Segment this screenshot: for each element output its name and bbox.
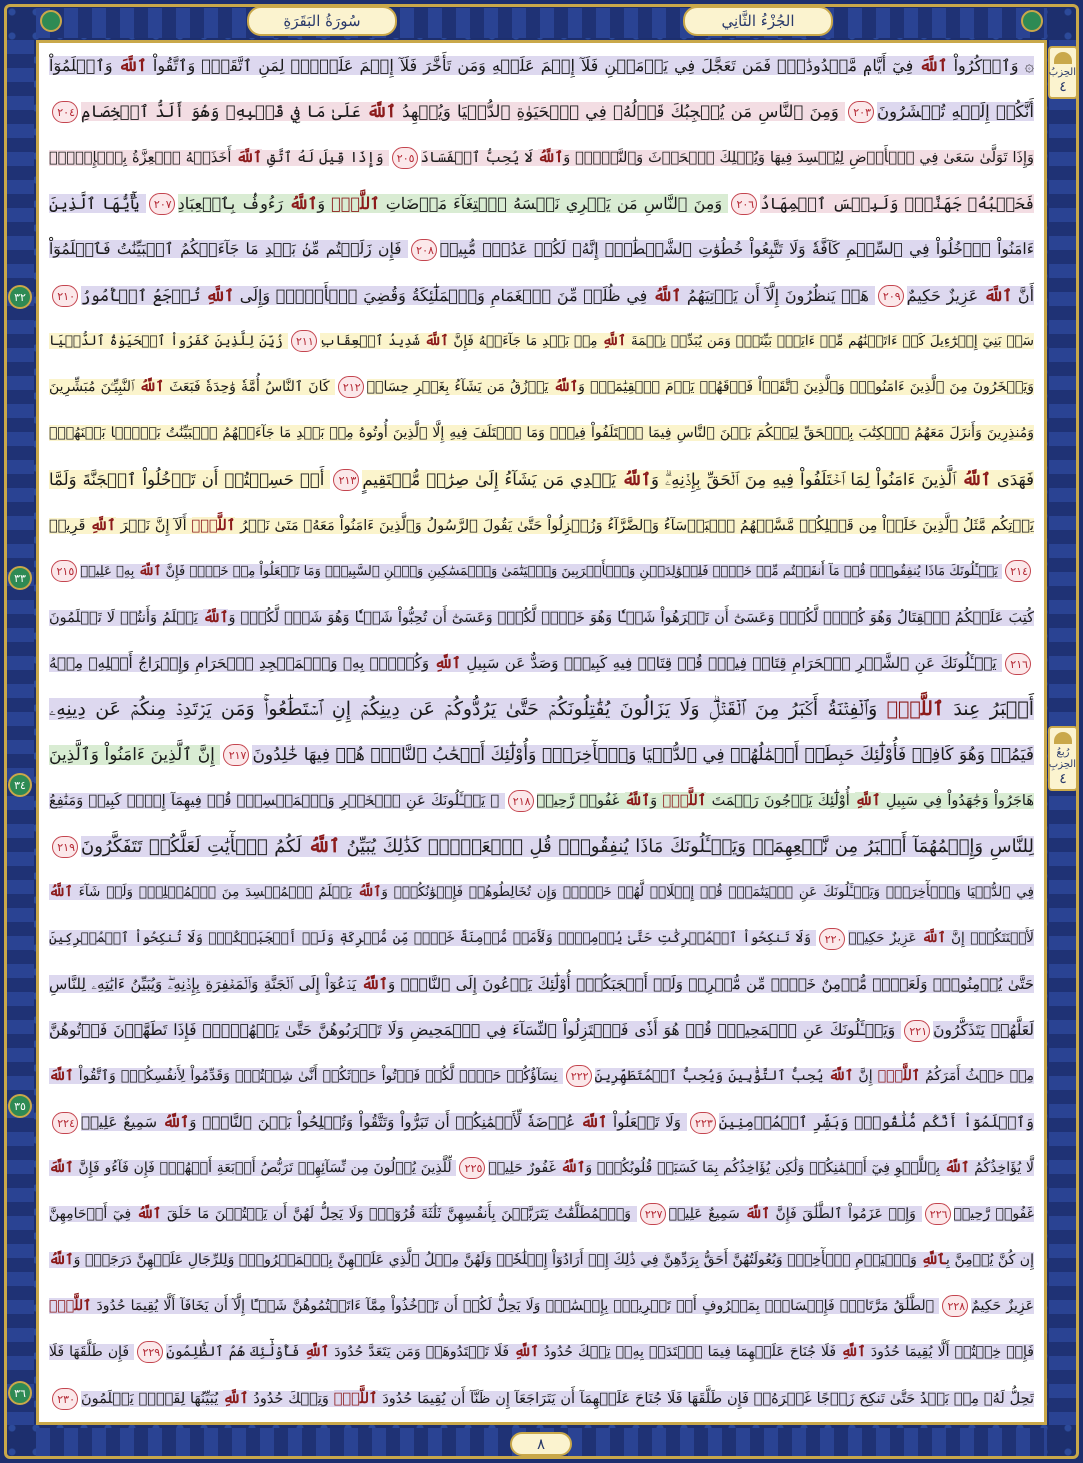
- text-line: [39, 595, 1044, 641]
- dome-icon: [1054, 52, 1072, 64]
- page-number: ٨: [510, 1432, 572, 1456]
- verse-text: كُتِبَ عَلَيۡكُمُ ٱلۡقِتَالُ وَهُوَ كُرۡهٞ لَّكُمۡۖ وَعَسَىٰٓ أَن تَكۡرَهُواْ شَيۡـٔٗا وَهُوَ خَيۡرٞ لَّكُمۡۖ وَعَسَىٰٓ أَن تُحِبُّواْ شَيۡـٔٗا وَهُوَ شَرّٞ لَّكُمۡۚ وَ: [228, 609, 1035, 626]
- verse-text: لَأَعۡنَتَكُمۡۚ إِنَّ: [945, 930, 1035, 947]
- quarter-hizb-label: رُبعُ الحِزبِ: [1048, 747, 1076, 770]
- verse-text: يَأۡتِكُم مَّثَلُ ٱلَّذِينَ خَلَوۡاْ مِن قَبۡلِكُمۖ مَّسَّتۡهُمُ ٱلۡبَأۡسَآءُ وَٱلضَّرَّآءُ وَزُلۡزِلُواْ حَتَّىٰ يَقُولَ ٱلرَّسُولُ وَٱلَّذِينَ ءَامَنُواْ مَعَهُۥ مَتَىٰ نَصۡرُ: [235, 517, 1034, 534]
- divine-name: ٱللَّهُ: [553, 378, 579, 395]
- text-line: [39, 43, 1044, 89]
- text-line: [39, 1054, 1044, 1100]
- margin-line-number: ٣٥: [8, 1094, 32, 1118]
- verse-text: فَلَا جُنَاحَ عَلَيۡهِمَا فِيمَا ٱفۡتَدَتۡ بِهِۦۗ تِلۡكَ حُدُودُ: [538, 1344, 842, 1361]
- divine-name: ٱللَّهُ: [49, 1252, 74, 1269]
- ayah-number-marker: ٢١١: [291, 330, 317, 352]
- verse-text: أَكۡبَرُ عِندَ: [944, 697, 1034, 720]
- text-line: [39, 687, 1044, 733]
- divine-name: ٱللَّهَ: [118, 56, 147, 75]
- verse-text: مِنۡ حَيۡثُ أَمَرَكُمُ: [920, 1068, 1035, 1085]
- verse-text: وَمِنَ ٱلنَّاسِ مَن يُعۡجِبُكَ قَوۡلُهُۥ فِي ٱلۡحَيَوٰةِ ٱلدُّنۡيَا وَيُشۡهِدُ: [396, 101, 845, 121]
- ayah-number-marker: ٢٢٠: [819, 928, 845, 950]
- verse-text: يَعۡلَمُ وَأَنتُمۡ لَا تَعۡلَمُونَ: [49, 609, 203, 626]
- text-line: [39, 778, 1044, 824]
- verse-text: فَيَمُتۡ وَهُوَ كَافِرٞ فَأُوْلَٰٓئِكَ حَبِطَتۡ أَعۡمَٰلُهُمۡ فِي ٱلدُّنۡيَا وَٱلۡأٓخِرَةِۖ وَأُوْلَٰٓئِكَ أَصۡحَٰبُ ٱلنَّارِۖ هُمۡ فِيهَا خَٰلِدُونَ: [252, 744, 1034, 765]
- verse-text: فِي ٱلدُّنۡيَا وَٱلۡأٓخِرَةِۗ وَيَسۡـَٔلُونَكَ عَنِ ٱلۡيَتَٰمَىٰۖ قُلۡ إِصۡلَاحٞ لَّهُمۡ خَيۡرٞۖ وَإِن تُخَالِطُوهُمۡ فَإِخۡوَٰنُكُمۡۚ وَ: [381, 884, 1034, 901]
- verse-text: وَلَا تَجۡعَلُواْ: [607, 1113, 687, 1132]
- quarter-hizb-marker: [1048, 726, 1078, 791]
- divine-name: ٱللَّهَ: [922, 930, 946, 947]
- verse-text: وَلَا تَنكِحُواْ ٱلۡمُشۡرِكَٰتِ حَتَّىٰ يُؤۡمِنَّۚ وَلَأَمَةٞ مُّؤۡمِنَةٌ خَيۡرٞ مِّن مُّشۡرِكَةٖ وَلَوۡ أَعۡجَبَتۡكُمۡۗ وَلَا تُنكِحُواْ ٱلۡمُشۡرِكِينَ: [49, 930, 817, 947]
- verse-text: ۞ وَٱذۡكُرُواْ: [947, 56, 1035, 75]
- ayah-number-marker: ٢٢٨: [942, 1295, 968, 1317]
- divine-name: ٱللَّهُ: [944, 1160, 970, 1177]
- ayah-number-marker: ٢٠٦: [731, 193, 757, 215]
- divine-name: ٱللَّهُ: [139, 378, 165, 395]
- ayah-number-marker: ٢٠٤: [52, 101, 78, 123]
- verse-text: سَمِيعٌ عَلِيمٞ: [668, 1206, 746, 1223]
- verse-text: وَمُنذِرِينَ وَأَنزَلَ مَعَهُمُ ٱلۡكِتَٰبَ بِٱلۡحَقِّ لِيَحۡكُمَ بَيۡنَ ٱلنَّاسِ فِيمَا ٱخۡتَلَفُواْ فِيهِۚ وَمَا ٱخۡتَلَفَ فِيهِ إِلَّا ٱلَّذِينَ أُوتُوهُ مِنۢ بَعۡدِ مَا جَآءَتۡهُمُ ٱلۡبَيِّنَٰتُ بَغۡيَۢا بَيۡنَهُمۡۖ: [49, 424, 1034, 441]
- verse-text: وَكُفۡرُۢ بِهِۦ وَٱلۡمَسۡجِدِ ٱلۡحَرَامِ وَإِخۡرَاجُ أَهۡلِهِۦ مِنۡهُ: [49, 653, 435, 672]
- verse-text: وَإِذَا قِيلَ لَهُ ٱتَّقِ: [261, 149, 389, 166]
- text-line: [39, 181, 1044, 227]
- ayah-number-marker: ٢٢٧: [640, 1203, 666, 1225]
- verse-text: وَتِلۡكَ حُدُودُ: [248, 1391, 334, 1408]
- verse-text: غَفُورٞ رَّحِيمٞ: [953, 1206, 1034, 1223]
- verse-text: سَلۡ بَنِيٓ إِسۡرَٰٓءِيلَ كَمۡ ءَاتَيۡنَٰهُم مِّنۡ ءَايَةِۭ بَيِّنَةٖۗ وَمَن يُبَدِّلۡ نِعۡمَةَ: [626, 332, 1034, 349]
- ayah-number-marker: ٢١٥: [51, 560, 77, 582]
- ayah-number-marker: ٢٢١: [904, 1020, 930, 1042]
- verse-text: أَمۡ حَسِبۡتُمۡ أَن تَدۡخُلُواْ ٱلۡجَنَّةَ وَلَمَّا: [49, 469, 331, 489]
- verse-text: لَكُمُ ٱلۡأٓيَٰتِ لَعَلَّكُمۡ تَتَفَكَّرُونَ: [81, 836, 309, 858]
- ayah-number-marker: ٢٠٣: [848, 101, 874, 123]
- verse-text: عَلَىٰ مَا فِي قَلۡبِهِۦ وَهُوَ أَلَدُّ ٱلۡخِصَامِ: [81, 101, 367, 121]
- margin-line-number: ٣٢: [8, 285, 32, 309]
- divine-name: ٱللَّهُ: [49, 884, 73, 901]
- verse-text: عَزِيزٌ حَكِيمٌ: [971, 1298, 1034, 1315]
- divine-name: ٱللَّهِ: [855, 792, 881, 810]
- divine-name: ٱللَّهُ: [560, 1160, 586, 1177]
- verse-text: لَّا يُؤَاخِذُكُمُ: [969, 1160, 1035, 1177]
- verse-text: يُبَيِّنُهَا لِقَوۡمٖ يَعۡلَمُونَ: [81, 1391, 224, 1408]
- divine-name: ٱللَّهُ: [653, 285, 682, 305]
- hizb-number: ٤: [1059, 79, 1067, 95]
- ayah-number-marker: ٢١٣: [333, 469, 359, 491]
- text-line: [39, 1008, 1044, 1054]
- ayah-number-marker: ٢٢٣: [690, 1112, 716, 1134]
- verse-text: لِّلَّذِينَ يُؤۡلُونَ مِن نِّسَآئِهِمۡ تَرَبُّصُ أَرۡبَعَةِ أَشۡهُرٖۖ فَإِن فَآءُو فَإِنَّ: [73, 1160, 457, 1177]
- divine-name: ٱللَّهِۚ: [331, 193, 380, 213]
- divine-name: ٱللَّهِ: [223, 1390, 249, 1408]
- text-line: [39, 1146, 1044, 1192]
- divine-name: ٱللَّهَ: [138, 563, 162, 579]
- verse-text: وَٱعۡلَمُوٓاْ أَنَّكُم مُّلَٰقُوهُۗ وَبَشِّرِ ٱلۡمُؤۡمِنِينَ: [718, 1113, 1034, 1132]
- text-line: [39, 273, 1044, 319]
- text-line: [39, 227, 1044, 273]
- divine-name: ٱللَّهِ: [602, 332, 627, 349]
- divine-name: ٱللَّهَ: [828, 1068, 854, 1085]
- divine-name: ٱللَّهَ: [49, 1160, 74, 1177]
- text-line: [39, 733, 1044, 779]
- verse-text: زُيِّنَ لِلَّذِينَ كَفَرُواْ ٱلۡحَيَوٰةُ ٱلدُّنۡيَا: [49, 332, 288, 349]
- text-line: [39, 549, 1044, 595]
- divine-name: ٱللَّهُ: [961, 469, 991, 489]
- verse-text: وَٱلۡمُطَلَّقَٰتُ يَتَرَبَّصۡنَ بِأَنفُسِهِنَّ ثَلَٰثَةَ قُرُوٓءٖۚ وَلَا يَحِلُّ لَهُنَّ أَن يَكۡتُمۡنَ مَا خَلَقَ: [161, 1206, 637, 1223]
- verse-text: قَرِيبٞ: [49, 517, 91, 534]
- text-line: [39, 641, 1044, 687]
- verse-text: فِيٓ أَيَّامٖ مَّعۡدُودَٰتٖۚ فَمَن تَعَجَّلَ فِي يَوۡمَيۡنِ فَلَآ إِثۡمَ عَلَيۡهِ وَمَن تَأَخَّرَ فَلَآ إِثۡمَ عَلَيۡهِۖ لِمَنِ ٱتَّقَىٰۗ وَٱتَّقُواْ: [146, 56, 920, 75]
- divine-name: ٱللَّهِۚ: [886, 697, 945, 720]
- verse-text: ءَامَنُواْ ٱدۡخُلُواْ فِي ٱلسِّلۡمِ كَآفَّةٗ وَلَا تَتَّبِعُواْ خُطُوَٰتِ ٱلشَّيۡطَٰنِۚ إِنَّهُۥ لَكُمۡ عَدُوّٞ مُّبِينٞ: [439, 239, 1034, 258]
- verse-text: وَٱلۡيَوۡمِ ٱلۡأٓخِرِۚ وَبُعُولَتُهُنَّ أَحَقُّ بِرَدِّهِنَّ فِي ذَٰلِكَ إِنۡ أَرَادُوٓاْ إِصۡلَٰحٗاۚ وَلَهُنَّ مِثۡلُ ٱلَّذِي عَلَيۡهِنَّ بِٱلۡمَعۡرُوفِۚ وَلِلرِّجَالِ عَلَيۡهِنَّ دَرَجَةٞۗ وَ: [73, 1252, 922, 1269]
- divine-name: ٱللَّهُ: [289, 193, 318, 213]
- divine-name: ٱللَّهَ: [580, 1113, 608, 1132]
- verse-text: يَٰٓأَيُّهَا ٱلَّذِينَ: [49, 193, 146, 213]
- ayah-number-marker: ٢٢٦: [925, 1203, 951, 1225]
- verse-text: وَٱعۡلَمُوٓاْ: [49, 56, 119, 75]
- text-line: [39, 870, 1044, 916]
- text-line: [39, 319, 1044, 365]
- ayah-number-marker: ٢١٩: [52, 836, 78, 858]
- ayah-number-marker: ٢٠٨: [411, 239, 437, 261]
- verse-text: كَانَ ٱلنَّاسُ أُمَّةٗ وَٰحِدَةٗ فَبَعَثَ: [164, 378, 335, 395]
- ayah-number-marker: ٢٠٩: [878, 285, 904, 307]
- quran-text-area: [39, 43, 1044, 1422]
- verse-text: إِنَّ: [853, 1068, 878, 1085]
- divine-name: ٱللَّهِ: [434, 653, 461, 672]
- divine-name: ٱللَّهَ: [983, 285, 1013, 305]
- divine-name: ٱللَّهِ: [205, 285, 234, 305]
- verse-text: أَخَذَتۡهُ ٱلۡعِزَّةُ بِٱلۡإِثۡمِۚ: [49, 149, 237, 166]
- verse-text: وَمِنَ ٱلنَّاسِ مَن يَشۡرِي نَفۡسَهُ ٱبۡتِغَآءَ مَرۡضَاتِ: [379, 193, 729, 213]
- verse-text: فَلَا تَعۡتَدُوهَاۚ وَمَن يَتَعَدَّ حُدُودَ: [329, 1344, 515, 1361]
- divine-name: ٱللَّهَ: [49, 1068, 74, 1085]
- verse-text: وَيَسۡخَرُونَ مِنَ ٱلَّذِينَ ءَامَنُواْۘ وَٱلَّذِينَ ٱتَّقَوۡاْ فَوۡقَهُمۡ يَوۡمَ ٱلۡقِيَٰمَةِۗ وَ: [578, 378, 1035, 395]
- header-ornament-icon: [40, 10, 62, 32]
- ayah-number-marker: ٢١٢: [338, 376, 364, 398]
- text-line: [39, 503, 1044, 549]
- ayah-number-marker: ٢٠٧: [149, 193, 175, 215]
- verse-text: هَاجَرُواْ وَجَٰهَدُواْ فِي سَبِيلِ: [880, 793, 1034, 810]
- divine-name: ٱللَّهَ: [236, 148, 262, 166]
- verse-text: يَهۡدِي مَن يَشَآءُ إِلَىٰ صِرَٰطٖ مُّسۡتَقِيمٍ: [362, 469, 623, 489]
- verse-text: غَفُورٞ رَّحِيمٞ: [536, 793, 625, 810]
- verse-text: تُرۡجَعُ ٱلۡأُمُورُ: [81, 285, 206, 305]
- text-line: [39, 135, 1044, 181]
- ayah-number-marker: ٢١٨: [508, 790, 534, 812]
- text-line: [39, 411, 1044, 457]
- ayah-number-marker: ٢٢٢: [566, 1065, 592, 1087]
- text-line: [39, 824, 1044, 870]
- text-line: [39, 1284, 1044, 1330]
- verse-text: فِي ظُلَلٖ مِّنَ ٱلۡغَمَامِ وَٱلۡمَلَٰٓئِكَةُ وَقُضِيَ ٱلۡأَمۡرُۚ وَإِلَى: [234, 285, 654, 305]
- hizb-marker: [1048, 46, 1078, 99]
- divine-name: ٱللَّهُ: [361, 975, 388, 994]
- ayah-number-marker: ٢٢٤: [52, 1112, 78, 1134]
- margin-line-number: ٣٦: [8, 1381, 32, 1405]
- header-ornament-icon: [1021, 10, 1043, 32]
- verse-text: وَإِذَا تَوَلَّىٰ سَعَىٰ فِي ٱلۡأَرۡضِ لِيُفۡسِدَ فِيهَا وَيُهۡلِكَ ٱلۡحَرۡثَ وَٱلنَّسۡلَۚ وَ: [563, 149, 1034, 166]
- verse-text: يَعۡلَمُ ٱلۡمُفۡسِدَ مِنَ ٱلۡمُصۡلِحِۚ وَلَوۡ شَآءَ: [72, 884, 358, 901]
- verse-text: يَدۡعُوٓاْ إِلَى ٱلۡجَنَّةِ وَٱلۡمَغۡفِرَةِ بِإِذۡنِهِۦۖ وَيُبَيِّنُ ءَايَٰتِهِۦ لِلنَّاسِ: [49, 975, 362, 994]
- quarter-hizb-number: ٤: [1059, 771, 1067, 787]
- verse-text: وَإِنۡ عَزَمُواْ ٱلطَّلَٰقَ فَإِنَّ: [769, 1206, 922, 1223]
- ayah-number-marker: ٢٢٩: [137, 1341, 163, 1363]
- ayah-number-marker: ٢٠٥: [392, 147, 418, 169]
- divine-name: ٱللَّهِ: [304, 1344, 330, 1361]
- verse-text: لَعَلَّهُمۡ يَتَذَكَّرُونَ: [933, 1021, 1034, 1040]
- text-line: [39, 365, 1044, 411]
- divine-name: ٱللَّهِۖ: [49, 1298, 92, 1315]
- text-line: [39, 1330, 1044, 1376]
- divine-name: ٱللَّهُ: [624, 792, 651, 810]
- verse-text: يَسۡـَٔلُونَكَ مَاذَا يُنفِقُونَۖ قُلۡ مَآ أَنفَقۡتُم مِّنۡ خَيۡرٖ فَلِلۡوَٰلِدَيۡنِ وَٱلۡأَقۡرَبِينَ وَٱلۡيَتَٰمَىٰ وَٱلۡمَسَٰكِينِ وَٱبۡنِ ٱلسَّبِيلِۗ وَمَا تَفۡعَلُواْ مِنۡ خَيۡرٖ فَإِنَّ: [161, 563, 1002, 579]
- ayah-number-marker: ٢١٧: [223, 744, 249, 766]
- ayah-number-marker: ٢١٤: [1005, 560, 1031, 582]
- text-line: [39, 962, 1044, 1008]
- divine-name: ٱللَّهَ: [919, 56, 948, 75]
- verse-text: تَحِلُّ لَهُۥ مِنۢ بَعۡدُ حَتَّىٰ تَنكِحَ زَوۡجًا غَيۡرَهُۥۗ فَإِن طَلَّقَهَا فَلَا جُنَاحَ عَلَيۡهِمَآ أَن يَتَرَاجَعَآ إِن ظَنَّآ أَن يُقِيمَا حُدُودَ: [377, 1391, 1034, 1408]
- verse-text: أَنَّ: [1012, 285, 1035, 305]
- divine-name: ٱللَّهَ: [366, 101, 396, 121]
- verse-text: هَلۡ يَنظُرُونَ إِلَّآ أَن يَأۡتِيَهُمُ: [681, 285, 875, 305]
- divine-name: ٱللَّهَ: [745, 1206, 770, 1223]
- verse-text: إِن كُنَّ يُؤۡمِنَّ بِ: [946, 1252, 1034, 1269]
- divine-name: ٱللَّهِ: [921, 1252, 947, 1269]
- verse-text: مِنۢ بَعۡدِ مَا جَآءَتۡهُ فَإِنَّ: [448, 332, 603, 349]
- hizb-label: الحِزبُ: [1048, 67, 1076, 78]
- verse-text: حَتَّىٰ يُؤۡمِنُواْۚ وَلَعَبۡدٞ مُّؤۡمِنٌ خَيۡرٞ مِّن مُّشۡرِكٖ وَلَوۡ أَعۡجَبَكُمۡۗ أُوْلَٰٓئِكَ يَدۡعُونَ إِلَى ٱلنَّارِۖ وَ: [387, 975, 1034, 994]
- divine-name: ٱللَّهُ: [162, 1113, 190, 1132]
- ayah-number-marker: ٢٣٠: [52, 1388, 78, 1410]
- verse-text: لِلنَّاسِ وَإِثۡمُهُمَآ أَكۡبَرُ مِن نَّفۡعِهِمَاۗ وَيَسۡـَٔلُونَكَ مَاذَا يُنفِقُونَۖ قُلِ ٱلۡعَفۡوَۗ كَذَٰلِكَ يُبَيِّنُ: [339, 836, 1034, 858]
- divine-name: ٱللَّهُ: [622, 469, 652, 489]
- divine-name: ٱللَّهِۗ: [191, 516, 236, 534]
- verse-text: فَإِن طَلَّقَهَا فَلَا: [49, 1344, 135, 1361]
- verse-text: أَنَّكُمۡ إِلَيۡهِ تُحۡشَرُونَ: [877, 101, 1034, 121]
- verse-text: غَفُورٌ حَلِيمٞ: [488, 1160, 561, 1177]
- text-line: [39, 1238, 1044, 1284]
- verse-text: ٱلَّذِينَ ءَامَنُواْ لِمَا ٱخۡتَلَفُواْ فِيهِ مِنَ ٱلۡحَقِّ بِإِذۡنِهِۦۗ وَ: [651, 469, 962, 489]
- verse-text: فَهَدَى: [990, 469, 1034, 489]
- divine-name: ٱللَّهِ: [514, 1344, 539, 1361]
- verse-text: فَحَسۡبُهُۥ جَهَنَّمُۖ وَلَبِئۡسَ ٱلۡمِهَادُ: [760, 193, 1035, 213]
- verse-text: أَلَآ إِنَّ نَصۡرَ: [115, 517, 192, 534]
- divine-name: ٱللَّهِۗ: [333, 1390, 378, 1408]
- margin-line-number: ٣٣: [8, 566, 32, 590]
- verse-text: سَمِيعٌ عَلِيمٞ: [81, 1113, 163, 1132]
- verse-text: وَ: [650, 793, 663, 810]
- verse-text: ٱلطَّلَٰقُ مَرَّتَانِۖ فَإِمۡسَاكُۢ بِمَعۡرُوفٍ أَوۡ تَسۡرِيحُۢ بِإِحۡسَٰنٖۗ وَلَا يَحِلُّ لَكُمۡ أَن تَأۡخُذُواْ مِمَّآ ءَاتَيۡتُمُوهُنَّ شَيۡـًٔا إِلَّآ أَن يَخَافَآ أَلَّا يُقِيمَا حُدُودَ: [91, 1298, 940, 1315]
- verse-text: يَسۡـَٔلُونَكَ عَنِ ٱلشَّهۡرِ ٱلۡحَرَامِ قِتَالٖ فِيهِۖ قُلۡ قِتَالٞ فِيهِ كَبِيرٞۚ وَصَدٌّ عَن سَبِيلِ: [460, 653, 1003, 672]
- verse-text: عَزِيزٌ حَكِيمٌ: [906, 285, 984, 305]
- verse-text: فَأُوْلَٰٓئِكَ هُمُ ٱلظَّٰلِمُونَ: [166, 1344, 305, 1361]
- divine-name: ٱللَّهُ: [202, 608, 229, 626]
- verse-text: وَ: [317, 193, 332, 213]
- divine-name: ٱللَّهِ: [841, 1344, 866, 1361]
- divine-name: ٱللَّهُ: [136, 1206, 162, 1223]
- verse-text: رَءُوفُۢ بِٱلۡعِبَادِ: [177, 193, 290, 213]
- verse-text: يَرۡزُقُ مَن يَشَآءُ بِغَيۡرِ حِسَابٖ: [366, 378, 554, 395]
- verse-text: فَإِنۡ خِفۡتُمۡ أَلَّا يُقِيمَا حُدُودَ: [865, 1344, 1034, 1361]
- verse-text: بِهِۦ عَلِيمٞ: [80, 563, 139, 579]
- divine-name: ٱللَّهُ: [308, 836, 340, 858]
- verse-text: لَا يُحِبُّ ٱلۡفَسَادَ: [420, 149, 538, 166]
- margin-line-number: ٣٤: [8, 773, 32, 797]
- verse-text: أُوْلَٰٓئِكَ يَرۡجُونَ رَحۡمَتَ: [706, 793, 856, 810]
- divine-name: ٱللَّهِۚ: [662, 792, 707, 810]
- surah-name-plaque: سُورَةُ البَقَرَةِ: [247, 6, 397, 36]
- verse-text: وَيَسۡـَٔلُونَكَ عَنِ ٱلۡمَحِيضِۖ قُلۡ هُوَ أَذٗى فَٱعۡتَزِلُواْ ٱلنِّسَآءَ فِي ٱلۡمَحِيضِ وَلَا تَقۡرَبُوهُنَّ حَتَّىٰ يَطۡهُرۡنَۖ فَإِذَا تَطَهَّرۡنَ فَأۡتُوهُنَّ: [49, 1021, 902, 1040]
- dome-icon: [1054, 732, 1072, 744]
- text-line: [39, 1192, 1044, 1238]
- text-line: [39, 1376, 1044, 1422]
- verse-text: نِسَآؤُكُمۡ حَرۡثٞ لَّكُمۡ فَأۡتُواْ حَرۡثَكُمۡ أَنَّىٰ شِئۡتُمۡۖ وَقَدِّمُواْ لِأَنفُسِكُمۡۚ وَٱتَّقُواْ: [73, 1068, 563, 1085]
- text-line: [39, 89, 1044, 135]
- verse-text: ۞ يَسۡـَٔلُونَكَ عَنِ ٱلۡخَمۡرِ وَٱلۡمَيۡسِرِۖ قُلۡ فِيهِمَآ إِثۡمٞ كَبِيرٞ وَمَنَٰفِعُ: [49, 793, 505, 810]
- verse-text: فَإِن زَلَلۡتُم مِّنۢ بَعۡدِ مَا جَآءَتۡكُمُ ٱلۡبَيِّنَٰتُ فَٱعۡلَمُوٓاْ: [49, 239, 408, 258]
- text-line: [39, 916, 1044, 962]
- divine-name: ٱللَّهُ: [537, 148, 564, 166]
- divine-name: ٱللَّهُۚ: [877, 1068, 921, 1085]
- ayah-number-marker: ٢١٦: [1005, 653, 1031, 675]
- ayah-number-marker: ٢١٠: [52, 285, 78, 307]
- divine-name: ٱللَّهَ: [424, 332, 449, 349]
- text-line: [39, 1100, 1044, 1146]
- juz-name-plaque: الجُزْءُ الثَّانِي: [683, 6, 833, 36]
- verse-text: وَٱلۡفِتۡنَةُ أَكۡبَرُ مِنَ ٱلۡقَتۡلِۗ وَلَا يَزَالُونَ يُقَٰتِلُونَكُمۡ حَتَّىٰ يَرُدُّوكُمۡ عَن دِينِكُمۡ إِنِ ٱسۡتَطَٰعُواْۚ وَمَن يَرۡتَدِدۡ مِنكُمۡ عَن دِينِهِۦ: [49, 697, 887, 720]
- verse-text: فِيٓ أَرۡحَامِهِنَّ: [49, 1206, 137, 1223]
- verse-text: إِنَّ ٱلَّذِينَ ءَامَنُواْ وَٱلَّذِينَ: [49, 744, 221, 765]
- verse-text: عَزِيزٌ حَكِيمٞ: [848, 930, 923, 947]
- verse-text: يُحِبُّ ٱلتَّوَّٰبِينَ وَيُحِبُّ ٱلۡمُتَطَهِّرِينَ: [594, 1068, 829, 1085]
- verse-text: شَدِيدُ ٱلۡعِقَابِ: [319, 332, 425, 349]
- verse-text: بِٱللَّغۡوِ فِيٓ أَيۡمَٰنِكُمۡ وَلَٰكِن يُؤَاخِذُكُم بِمَا كَسَبَتۡ قُلُوبُكُمۡۗ وَ: [585, 1160, 945, 1177]
- verse-text: ٱلنَّبِيِّـۧنَ مُبَشِّرِينَ: [49, 378, 140, 395]
- divine-name: ٱللَّهُ: [357, 884, 382, 901]
- verse-text: عُرۡضَةٗ لِّأَيۡمَٰنِكُمۡ أَن تَبَرُّواْ وَتَتَّقُواْ وَتُصۡلِحُواْ بَيۡنَ ٱلنَّاسِۚ وَ: [189, 1113, 581, 1132]
- text-line: [39, 457, 1044, 503]
- ayah-number-marker: ٢٢٥: [459, 1157, 485, 1179]
- divine-name: ٱللَّهِ: [90, 516, 116, 534]
